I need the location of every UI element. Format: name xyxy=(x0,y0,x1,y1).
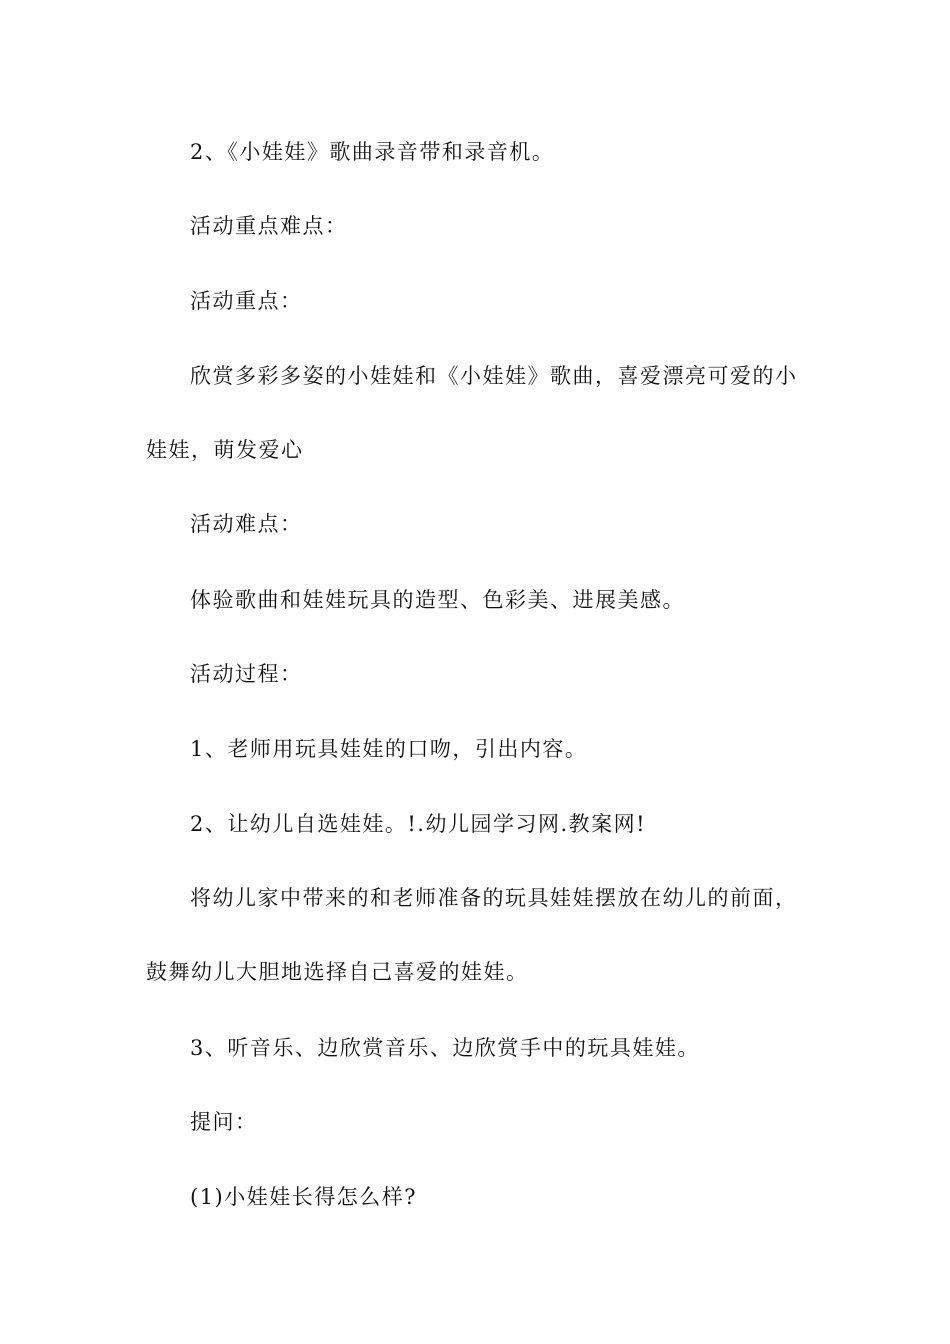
paragraph-difficult-points: 体验歌曲和娃娃玩具的造型、色彩美、进展美感。 xyxy=(190,588,685,612)
paragraph-key-points-line-1: 欣赏多彩多姿的小娃娃和《小娃娃》歌曲，喜爱漂亮可爱的小 xyxy=(190,364,798,388)
heading-activity-process: 活动过程： xyxy=(190,662,303,686)
question-1: (1)小娃娃长得怎么样? xyxy=(190,1185,418,1209)
paragraph-process-step-1: 1、老师用玩具娃娃的口吻，引出内容。 xyxy=(190,737,588,761)
paragraph-step-2-detail-line-2: 鼓舞幼儿大胆地选择自己喜爱的娃娃。 xyxy=(146,960,529,984)
heading-key-difficult-points: 活动重点难点： xyxy=(190,214,348,238)
heading-key-points: 活动重点： xyxy=(190,289,303,313)
heading-difficult-points: 活动难点： xyxy=(190,512,303,536)
paragraph-process-step-3: 3、听音乐、边欣赏音乐、边欣赏手中的玩具娃娃。 xyxy=(190,1036,700,1060)
paragraph-key-points-line-2: 娃娃，萌发爱心 xyxy=(146,438,304,462)
paragraph-step-2-detail-line-1: 将幼儿家中带来的和老师准备的玩具娃娃摆放在幼儿的前面， xyxy=(190,886,798,910)
heading-questions: 提问： xyxy=(190,1110,258,1134)
paragraph-process-step-2: 2、让幼儿自选娃娃。!.幼儿园学习网.教案网! xyxy=(190,812,647,836)
paragraph-materials-item-2: 2、《小娃娃》歌曲录音带和录音机。 xyxy=(190,140,555,164)
